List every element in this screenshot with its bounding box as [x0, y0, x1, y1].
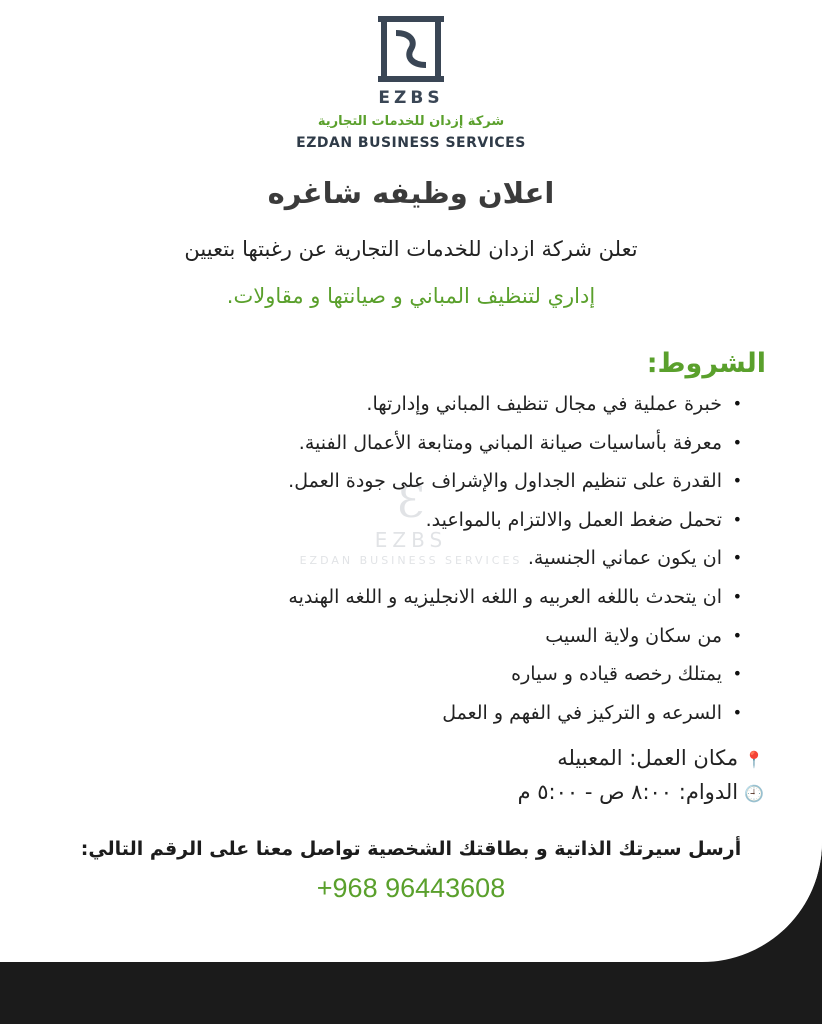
location-pin-icon: 📍	[744, 750, 764, 769]
watermark-logo-icon: Ɛ	[397, 477, 425, 528]
watermark-abbreviation: EZBS	[374, 528, 448, 552]
company-name-english: EZDAN BUSINESS SERVICES	[296, 135, 526, 151]
watermark-company: EZDAN BUSINESS SERVICES	[299, 554, 523, 567]
bullet-icon: •	[732, 509, 742, 529]
work-location-text: مكان العمل: المعبيله	[557, 746, 739, 770]
list-item: • خبرة عملية في مجال تنظيف المباني وإدارتها.	[122, 385, 722, 424]
bullet-icon: •	[732, 625, 742, 645]
list-item: • معرفة بأساسيات صيانة المباني ومتابعة الأعمال الفنية.	[122, 424, 722, 463]
logo-abbreviation: EZBS	[378, 88, 444, 108]
phone-number[interactable]: +968 96443608	[316, 873, 506, 903]
bullet-icon: •	[732, 664, 742, 684]
position-title: إداري لتنظيف المباني و صيانتها و مقاولات.	[226, 284, 596, 308]
list-item: • السرعه و التركيز في الفهم و العمل	[122, 694, 722, 733]
work-hours	[518, 780, 764, 804]
call-to-action: أرسل سيرتك الذاتية و بطاقتك الشخصية تواصل معنا على الرقم التالي:	[80, 838, 742, 860]
work-location	[557, 746, 764, 770]
list-item: • تحمل ضغط العمل والالتزام بالمواعيد.	[122, 501, 722, 540]
ezbs-logo-icon	[376, 13, 446, 85]
list-item: • ان يكون عماني الجنسية.	[122, 539, 722, 578]
list-item: • ان يتحدث باللغه العربيه و اللغه الانجليزيه و اللغه الهنديه	[122, 578, 722, 617]
bullet-icon: •	[732, 432, 742, 452]
list-item: • القدرة على تنظيم الجداول والإشراف على جودة العمل.	[122, 462, 722, 501]
bullet-icon: •	[732, 586, 742, 606]
work-hours-text: الدوام: ٨:٠٠ ص - ٥:٠٠ م	[517, 780, 739, 804]
intro-text: تعلن شركة ازدان للخدمات التجارية عن رغبتها بتعيين	[184, 237, 638, 261]
bullet-icon: •	[732, 548, 742, 568]
list-item: • يمتلك رخصه قياده و سياره	[122, 655, 722, 694]
conditions-list	[122, 385, 742, 732]
bullet-icon: •	[732, 394, 742, 413]
conditions-heading: الشروط:	[646, 348, 766, 379]
company-name-arabic: شركة إزدان للخدمات التجارية	[317, 114, 505, 129]
page-title: اعلان وظيفه شاغره	[267, 176, 555, 210]
bullet-icon: •	[732, 471, 742, 491]
bullet-icon: •	[732, 702, 742, 722]
clock-icon: 🕘	[744, 784, 764, 803]
list-item: • من سكان ولاية السيب	[122, 617, 722, 656]
